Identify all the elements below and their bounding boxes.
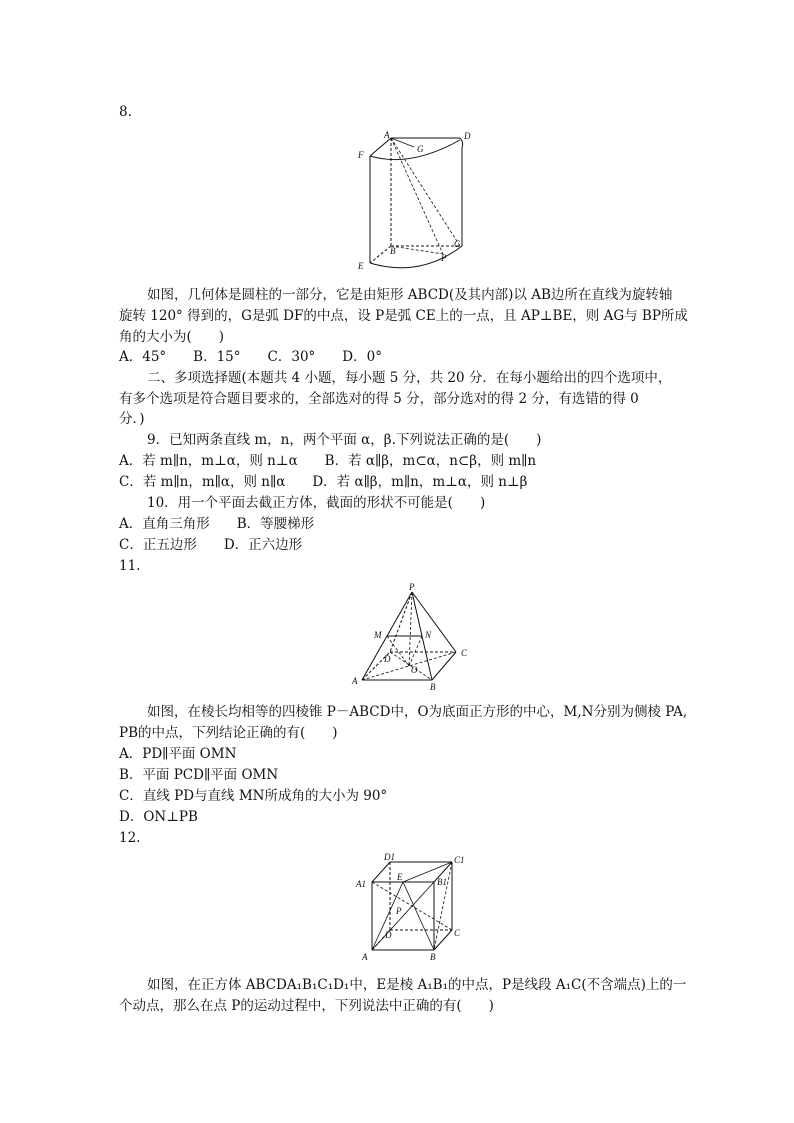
q8-stem-3: 角的大小为( ) xyxy=(119,329,225,345)
q8-stem-2: 旋转 120° 得到的，G是弧 DF的中点，设 P是弧 CE上的一点，且 AP⊥BE，则 AG与 BP所成 xyxy=(119,308,688,324)
label-E: E xyxy=(397,872,403,882)
label-D1: D1 xyxy=(384,852,395,862)
q9-options-ab: A．若 m∥n，m⊥α，则 n⊥α B．若 α∥β，m⊂α，n⊂β，则 m∥n xyxy=(119,453,537,469)
label-A: A xyxy=(352,676,358,686)
q8-stem-1: 如图，几何体是圆柱的一部分，它是由矩形 ABCD(及其内部)以 AB边所在直线为旋转轴 xyxy=(147,287,673,303)
label-P: P xyxy=(409,582,415,592)
label-P: P xyxy=(441,253,447,263)
label-B: B xyxy=(430,952,436,962)
q10-options-ab: A．直角三角形 B．等腰梯形 xyxy=(119,516,315,532)
q9-stem: 9．已知两条直线 m，n，两个平面 α，β.下列说法正确的是( ) xyxy=(147,432,542,448)
label-O: O xyxy=(411,665,418,675)
q11-figure xyxy=(346,580,476,692)
label-A: A xyxy=(362,952,368,962)
label-A: A xyxy=(384,130,390,140)
q11-option-c: C．直线 PD与直线 MN所成角的大小为 90° xyxy=(119,788,388,804)
q9-options-cd: C．若 m∥n，m∥α，则 n∥α D．若 α∥β，m∥n，m⊥α，则 n⊥β xyxy=(119,474,528,490)
q12-number: 12. xyxy=(119,830,141,846)
label-D: D xyxy=(385,930,392,940)
q12-figure xyxy=(354,852,470,964)
label-C: C xyxy=(454,928,461,938)
q12-stem-2: 个动点，那么在点 P的运动过程中，下列说法中正确的有( ) xyxy=(119,998,494,1014)
label-B: B xyxy=(390,246,396,256)
label-F: F xyxy=(358,150,364,160)
label-C1: C1 xyxy=(454,855,465,865)
section2-line-2: 有多个选项是符合题目要求的，全部选对的得 5 分，部分选对的得 2 分，有选错的得 0 xyxy=(119,391,639,407)
label-C: C xyxy=(454,239,461,249)
q12-stem-1: 如图，在正方体 ABCDA₁B₁C₁D₁中，E是棱 A₁B₁的中点，P是线段 A₁C(不含端点)上的一 xyxy=(147,977,687,993)
label-C: C xyxy=(461,648,468,658)
label-E: E xyxy=(358,261,364,271)
q8-options: A．45° B．15° C．30° D．0° xyxy=(119,349,382,365)
label-D: D xyxy=(384,654,391,664)
label-B: B xyxy=(430,682,436,692)
q10-stem: 10．用一个平面去截正方体，截面的形状不可能是( ) xyxy=(147,495,486,511)
label-D: D xyxy=(464,131,471,141)
q8-number: 8. xyxy=(119,104,132,120)
q11-stem-1: 如图，在棱长均相等的四棱锥 P－ABCD中，O为底面正方形的中心，M,N分别为侧棱 PA, xyxy=(147,704,688,720)
label-A1: A1 xyxy=(356,879,366,889)
label-P: P xyxy=(396,906,402,916)
label-N: N xyxy=(425,630,432,640)
section2-line-3: 分．) xyxy=(119,411,145,427)
q11-option-d: D．ON⊥PB xyxy=(119,809,198,825)
label-G: G xyxy=(417,144,424,154)
label-B1: B1 xyxy=(437,877,447,887)
q10-options-cd: C．正五边形 D．正六边形 xyxy=(119,537,303,553)
q11-option-b: B．平面 PCD∥平面 OMN xyxy=(119,767,279,783)
label-M: M xyxy=(374,630,382,640)
q11-number: 11. xyxy=(119,558,141,574)
section2-line-1: 二、多项选择题(本题共 4 小题，每小题 5 分，共 20 分．在每小题给出的四个选项中， xyxy=(147,370,672,386)
q11-option-a: A．PD∥平面 OMN xyxy=(119,746,237,762)
q8-figure xyxy=(350,128,480,273)
q11-stem-2: PB的中点，下列结论正确的有( ) xyxy=(119,725,338,741)
